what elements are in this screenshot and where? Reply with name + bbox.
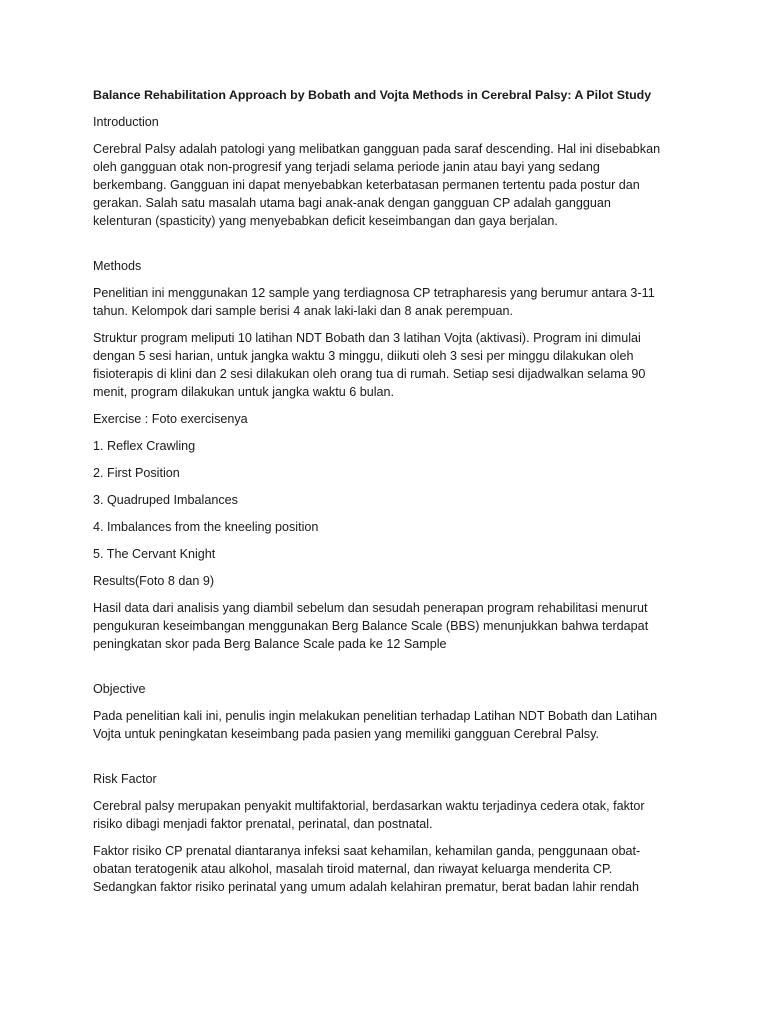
introduction-paragraph: Cerebral Palsy adalah patologi yang melibatkan gangguan pada saraf descending. Hal ini disebabkan oleh gangguan otak non-progresif yang terjadi selama periode janin atau bayi yang sedang berkembang. Gangguan ini dapat menyebabkan keterbatasan permanen tertentu pada postur dan gerakan. Salah satu masalah utama bagi anak-anak dengan gangguan CP adalah gangguan kelenturan (spasticity) yang menyebabkan deficit keseimbangan dan gaya berjalan. <box>93 142 661 228</box>
risk-factor-paragraph-1: Cerebral palsy merupakan penyakit multifaktorial, berdasarkan waktu terjadinya cedera otak, faktor risiko dibagi menjadi faktor prenatal, perinatal, dan postnatal. <box>93 799 645 831</box>
document-title: Balance Rehabilitation Approach by Bobath and Vojta Methods in Cerebral Palsy: A Pilot Study <box>93 88 652 102</box>
document-page <box>93 86 673 905</box>
exercise-item: 3. Quadruped Imbalances <box>93 493 238 507</box>
exercise-item: 4. Imbalances from the kneeling position <box>93 520 319 534</box>
methods-heading: Methods <box>93 259 142 273</box>
section-spacer <box>93 239 673 257</box>
results-heading: Results(Foto 8 dan 9) <box>93 574 215 588</box>
methods-paragraph-2: Struktur program meliputi 10 latihan NDT Bobath dan 3 latihan Vojta (aktivasi). Program ini dimulai dengan 5 sesi harian, untuk jangka waktu 3 minggu, diikuti oleh 3 sesi per minggu dilakukan oleh fisioterapis di klini dan 2 sesi dilakukan oleh orang tua di rumah. Setiap sesi dijadwalkan selama 90 menit, program dilakukan untuk jangka waktu 6 bulan. <box>93 331 646 399</box>
exercise-item: 1. Reflex Crawling <box>93 439 196 453</box>
results-paragraph: Hasil data dari analisis yang diambil sebelum dan sesudah penerapan program rehabilitasi menurut pengukuran keseimbangan menggunakan Berg Balance Scale (BBS) menunjukkan bahwa terdapat peningkatan skor pada Berg Balance Scale pada ke 12 Sample <box>93 601 649 651</box>
risk-factor-heading: Risk Factor <box>93 772 157 786</box>
methods-paragraph-1: Penelitian ini menggunakan 12 sample yang terdiagnosa CP tetrapharesis yang berumur antara 3-11 tahun. Kelompok dari sample berisi 4 anak laki-laki dan 8 anak perempuan. <box>93 286 655 318</box>
risk-factor-paragraph-2: Faktor risiko CP prenatal diantaranya infeksi saat kehamilan, kehamilan ganda, penggunaan obat-obatan teratogenik atau alkohol, masalah tiroid maternal, dan riwayat keluarga menderita CP. Sedangkan faktor risiko perinatal yang umum adalah kelahiran prematur, berat badan lahir rendah <box>93 844 641 894</box>
section-spacer <box>93 662 673 680</box>
objective-heading: Objective <box>93 682 146 696</box>
exercise-label: Exercise : Foto exercisenya <box>93 412 248 426</box>
section-spacer <box>93 752 673 770</box>
objective-paragraph: Pada penelitian kali ini, penulis ingin melakukan penelitian terhadap Latihan NDT Bobath dan Latihan Vojta untuk peningkatan keseimbang pada pasien yang memiliki gangguan Cerebral Palsy. <box>93 709 658 741</box>
exercise-item: 2. First Position <box>93 466 180 480</box>
exercise-item: 5. The Cervant Knight <box>93 547 216 561</box>
introduction-heading: Introduction <box>93 115 159 129</box>
